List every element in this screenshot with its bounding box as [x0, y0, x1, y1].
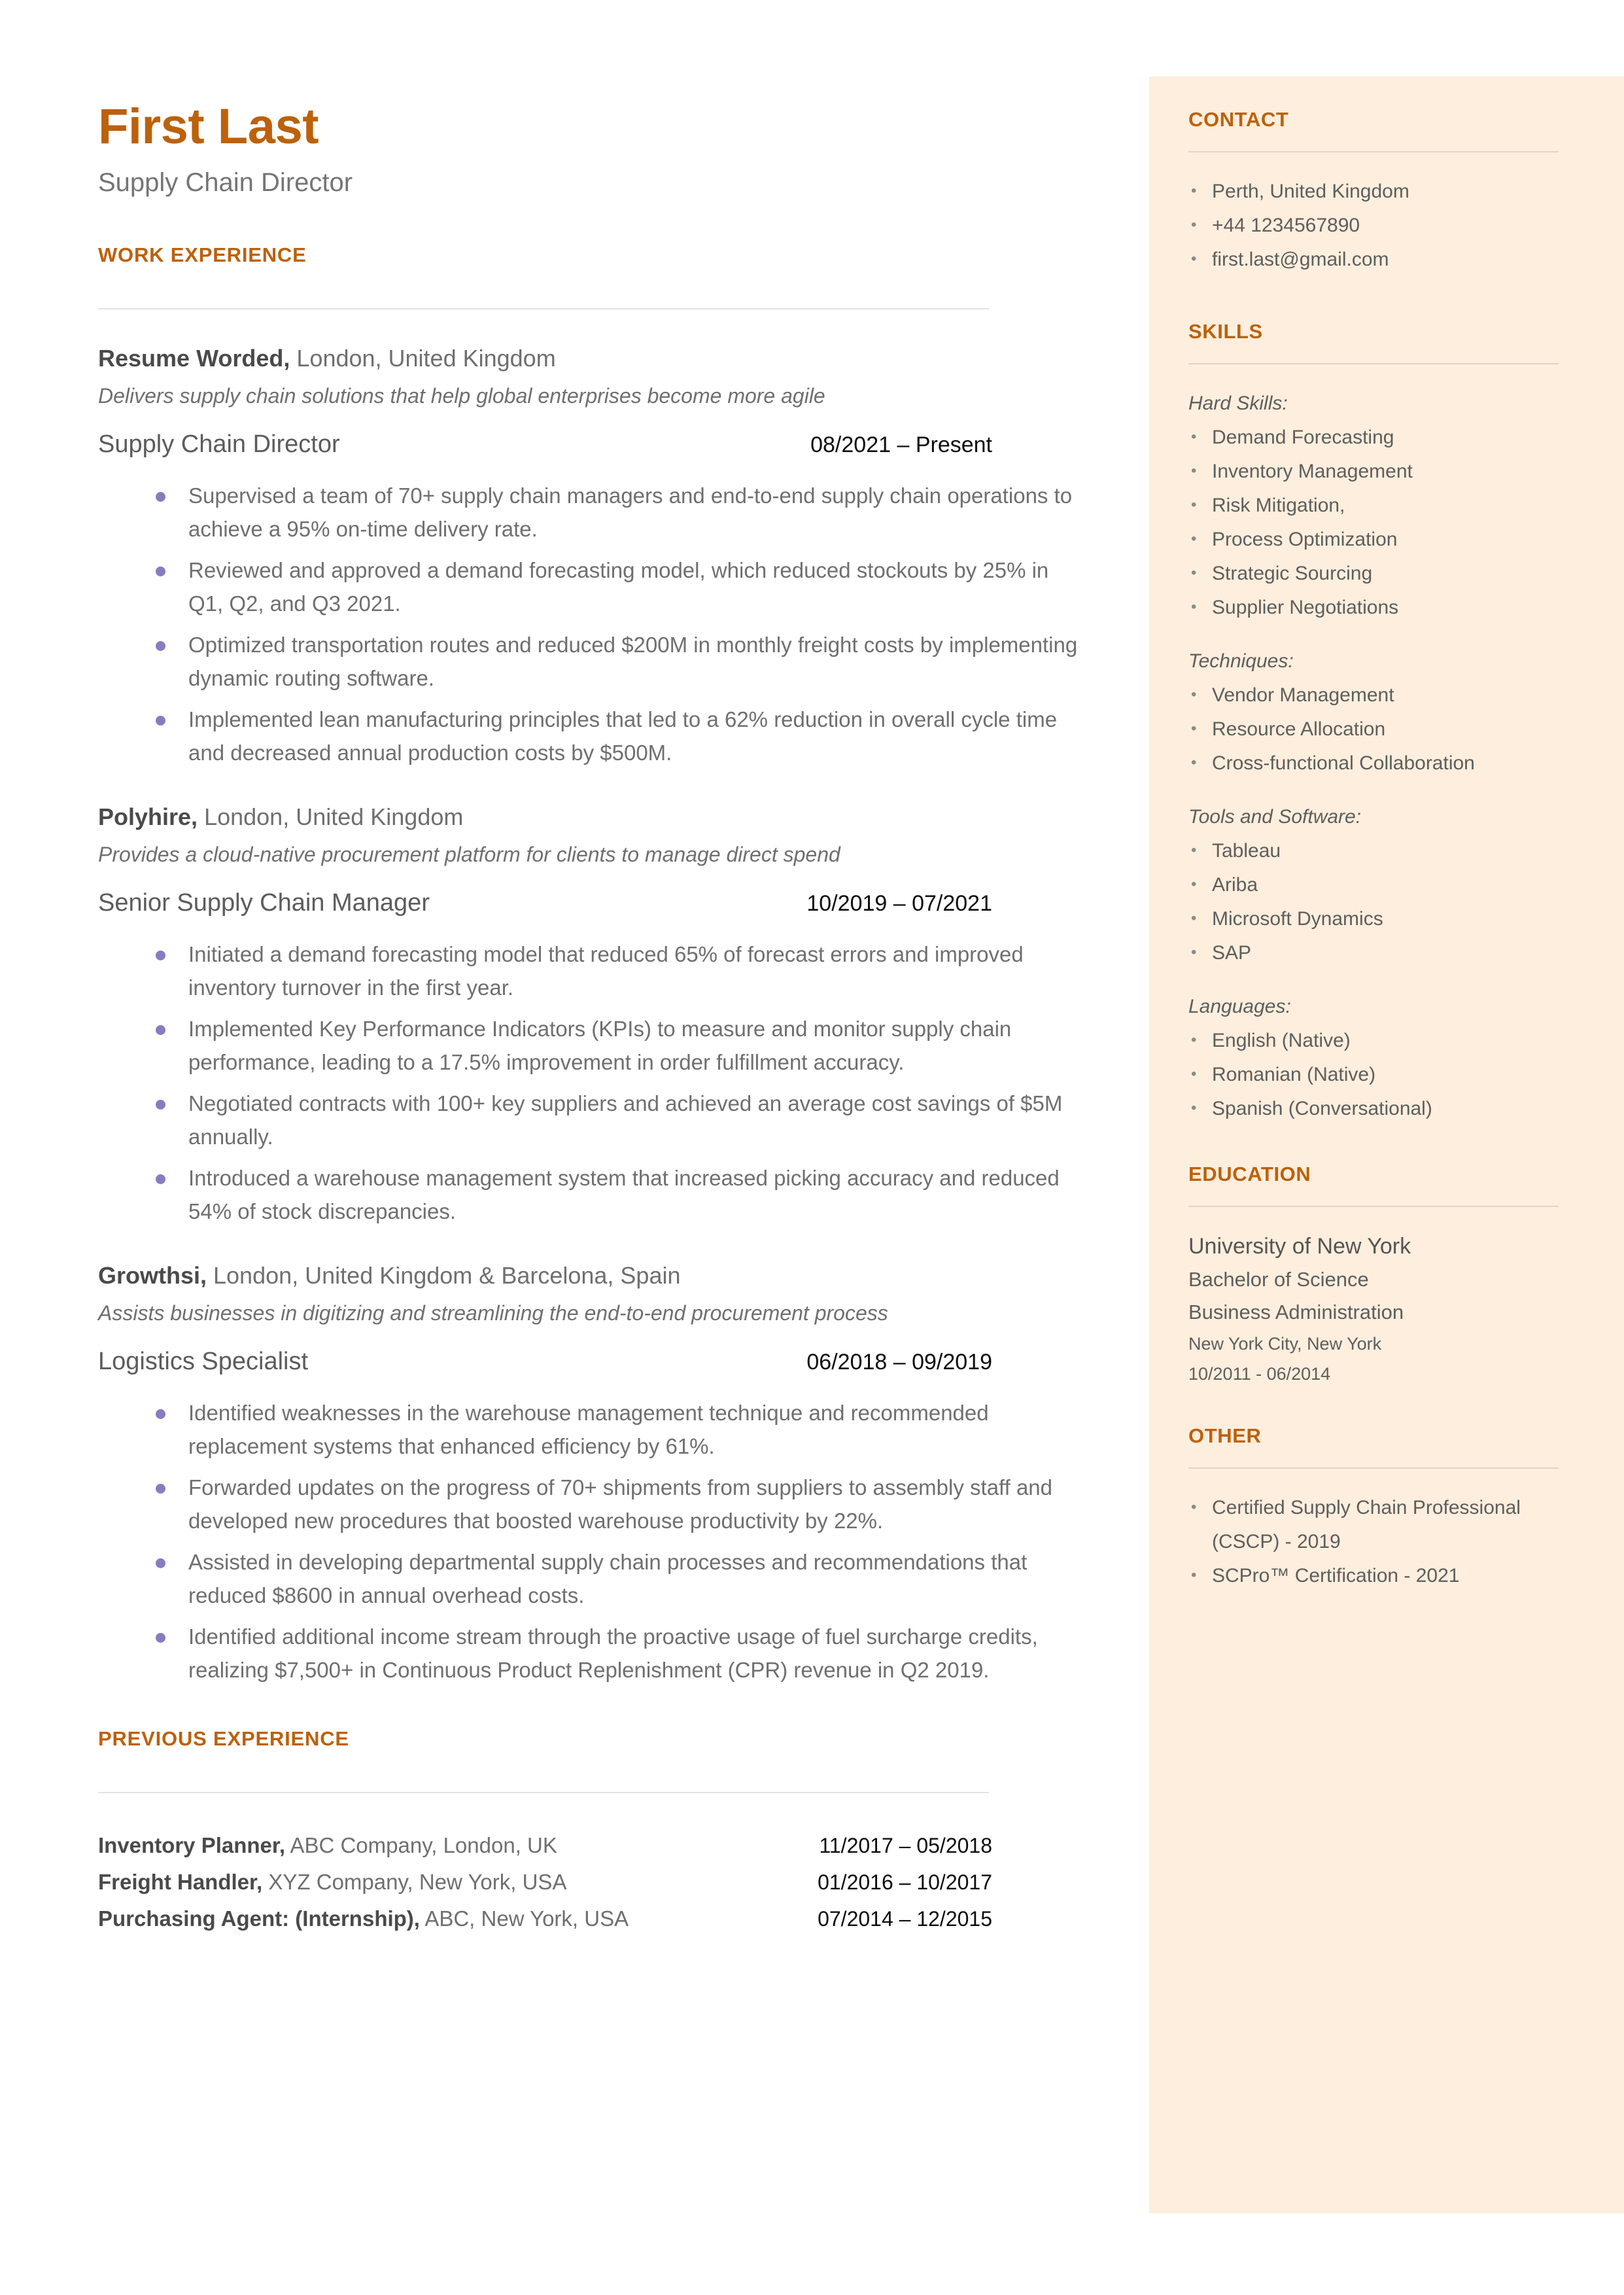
spacer: [1188, 1389, 1559, 1424]
list-item: • SAP: [1188, 936, 1559, 970]
table-row: [98, 1901, 992, 1937]
list-item: Implemented lean manufacturing principles that led to a 62% reduction in overall cycle time and decreased annual production costs by $500M.: [98, 703, 1079, 769]
list-item: Identified weaknesses in the warehouse management technique and recommended replacement systems that enhanced efficiency by 61%.: [98, 1396, 1079, 1463]
job-company: [98, 799, 1118, 835]
work-experience-divider: [98, 308, 989, 309]
job-dates: 06/2018 – 09/2019: [806, 1350, 992, 1375]
list-item: • Vendor Management: [1188, 678, 1559, 712]
job-tagline: Assists businesses in digitizing and streamlining the end-to-end procurement process: [98, 1301, 888, 1325]
job-company-name: Polyhire,: [98, 803, 198, 830]
job-company: [98, 341, 1118, 376]
list-item: • English (Native): [1188, 1024, 1559, 1058]
list-item: • Tableau: [1188, 834, 1559, 868]
list-item: • Strategic Sourcing: [1188, 557, 1559, 591]
list-item: • +44 1234567890: [1188, 209, 1559, 243]
skills-group-label-tools: Tools and Software:: [1188, 806, 1362, 828]
page-title: First Last: [98, 99, 319, 154]
prev-role-dates: 01/2016 – 10/2017: [818, 1870, 992, 1894]
list-item: • Perth, United Kingdom: [1188, 175, 1559, 209]
list-item: Identified additional income stream through the proactive usage of fuel surcharge credits, realizing $7,500+ in Continuous Product Replenishment (CPR) revenue in Q2 2019.: [98, 1620, 1079, 1687]
list-item: • Resource Allocation: [1188, 712, 1559, 746]
prev-role: [98, 1864, 566, 1901]
main-content: [98, 0, 1118, 1937]
skills-group-label-languages: Languages:: [1188, 996, 1291, 1017]
list-item: • Spanish (Conversational): [1188, 1092, 1559, 1126]
prev-role-title: Inventory Planner,: [98, 1833, 286, 1857]
list-item: • SCPro™ Certification - 2021: [1188, 1559, 1559, 1593]
job-dates: 10/2019 – 07/2021: [806, 891, 992, 916]
education-divider: [1188, 1206, 1559, 1207]
list-item: • Inventory Management: [1188, 455, 1559, 489]
contact-section: [1188, 108, 1559, 277]
skills-list-hard: [1188, 421, 1559, 625]
table-row: [98, 1827, 992, 1864]
list-item: • Process Optimization: [1188, 523, 1559, 557]
job-bullets: [98, 1396, 1118, 1687]
education-heading: EDUCATION: [1188, 1163, 1311, 1185]
job-title: Senior Supply Chain Manager: [98, 889, 430, 917]
header-role: Supply Chain Director: [98, 168, 353, 197]
list-item: Reviewed and approved a demand forecasting model, which reduced stockouts by 25% in Q1, Q2, and Q3 2021.: [98, 553, 1079, 620]
prev-role-title: Freight Handler,: [98, 1870, 263, 1894]
job-bullets: [98, 479, 1118, 769]
list-item: Assisted in developing departmental supply chain processes and recommendations that reduced $8600 in annual overhead costs.: [98, 1545, 1079, 1612]
education-school: University of New York: [1188, 1234, 1411, 1259]
previous-experience-divider: [98, 1792, 989, 1793]
education-location: New York City, New York: [1188, 1334, 1382, 1354]
list-item: • Supplier Negotiations: [1188, 591, 1559, 625]
job-tagline: Delivers supply chain solutions that help global enterprises become more agile: [98, 384, 825, 408]
job-title-row: [98, 427, 992, 462]
other-divider: [1188, 1467, 1559, 1469]
job-company: [98, 1258, 1118, 1293]
job-entry: [98, 341, 1118, 769]
job-company-name: Growthsi,: [98, 1262, 207, 1289]
job-dates: 08/2021 – Present: [810, 432, 992, 457]
skills-heading: SKILLS: [1188, 320, 1263, 343]
prev-role-detail: XYZ Company, New York, USA: [262, 1870, 567, 1894]
list-item: • Cross-functional Collaboration: [1188, 746, 1559, 780]
skills-group-label-techniques: Techniques:: [1188, 650, 1294, 672]
job-company-location: London, United Kingdom: [198, 803, 464, 830]
prev-role-title: Purchasing Agent: (Internship),: [98, 1906, 420, 1931]
job-company-location: London, United Kingdom & Barcelona, Spain: [207, 1262, 681, 1289]
list-item: Supervised a team of 70+ supply chain managers and end-to-end supply chain operations to achieve a 95% on-time delivery rate.: [98, 479, 1079, 546]
skills-list-languages: [1188, 1024, 1559, 1126]
list-item: • Risk Mitigation,: [1188, 489, 1559, 523]
prev-role-dates: 11/2017 – 05/2018: [819, 1834, 992, 1857]
prev-role-detail: ABC Company, London, UK: [285, 1833, 557, 1857]
sidebar: [1149, 77, 1624, 2213]
table-row: [98, 1864, 992, 1901]
skills-section: [1188, 320, 1559, 1126]
list-item: Negotiated contracts with 100+ key suppliers and achieved an average cost savings of $5M annually.: [98, 1087, 1079, 1153]
other-heading: OTHER: [1188, 1424, 1262, 1447]
list-item: • Certified Supply Chain Professional (CSCP) - 2019: [1188, 1491, 1559, 1559]
other-section: [1188, 1424, 1559, 1593]
list-item: • Microsoft Dynamics: [1188, 902, 1559, 936]
list-item: • Ariba: [1188, 868, 1559, 902]
list-item: Forwarded updates on the progress of 70+ shipments from suppliers to assembly staff and developed new procedures that boosted warehouse productivity by 22%.: [98, 1471, 1079, 1537]
list-item: • first.last@gmail.com: [1188, 243, 1559, 277]
work-experience-heading: WORK EXPERIENCE: [98, 243, 307, 266]
job-title: Logistics Specialist: [98, 1348, 309, 1375]
job-company-location: London, United Kingdom: [290, 345, 556, 372]
contact-divider: [1188, 151, 1559, 152]
contact-list: [1188, 175, 1559, 277]
job-entry: [98, 799, 1118, 1228]
prev-role: [98, 1901, 629, 1937]
list-item: • Demand Forecasting: [1188, 421, 1559, 455]
list-item: Implemented Key Performance Indicators (KPIs) to measure and monitor supply chain performance, leading to a 17.5% improvement in order fulfillment accuracy.: [98, 1012, 1079, 1079]
spacer: [1188, 277, 1559, 320]
skills-list-tools: [1188, 834, 1559, 970]
contact-heading: CONTACT: [1188, 108, 1289, 131]
previous-experience-list: [98, 1827, 1118, 1937]
list-item: Introduced a warehouse management system that increased picking accuracy and reduced 54% of stock discrepancies.: [98, 1161, 1079, 1228]
job-entry: [98, 1258, 1118, 1687]
education-dates: 10/2011 - 06/2014: [1188, 1364, 1331, 1384]
prev-role-detail: ABC, New York, USA: [419, 1906, 629, 1931]
job-tagline: Provides a cloud-native procurement platform for clients to manage direct spend: [98, 843, 840, 866]
skills-divider: [1188, 363, 1559, 364]
list-item: Initiated a demand forecasting model that reduced 65% of forecast errors and improved inventory turnover in the first year.: [98, 937, 1079, 1004]
list-item: • Romanian (Native): [1188, 1058, 1559, 1092]
job-title-row: [98, 1344, 992, 1379]
prev-role: [98, 1827, 557, 1864]
prev-role-dates: 07/2014 – 12/2015: [818, 1907, 992, 1931]
education-major: Business Administration: [1188, 1301, 1404, 1323]
job-company-name: Resume Worded,: [98, 345, 290, 372]
skills-list-techniques: [1188, 678, 1559, 780]
job-title: Supply Chain Director: [98, 430, 340, 458]
other-list: [1188, 1491, 1559, 1593]
spacer: [1188, 1126, 1559, 1163]
skills-group-label-hard: Hard Skills:: [1188, 393, 1288, 414]
education-degree: Bachelor of Science: [1188, 1268, 1369, 1291]
job-bullets: [98, 937, 1118, 1228]
job-title-row: [98, 886, 992, 920]
previous-experience-heading: PREVIOUS EXPERIENCE: [98, 1727, 349, 1750]
list-item: Optimized transportation routes and reduced $200M in monthly freight costs by implementing dynamic routing software.: [98, 628, 1079, 695]
education-section: [1188, 1163, 1559, 1389]
